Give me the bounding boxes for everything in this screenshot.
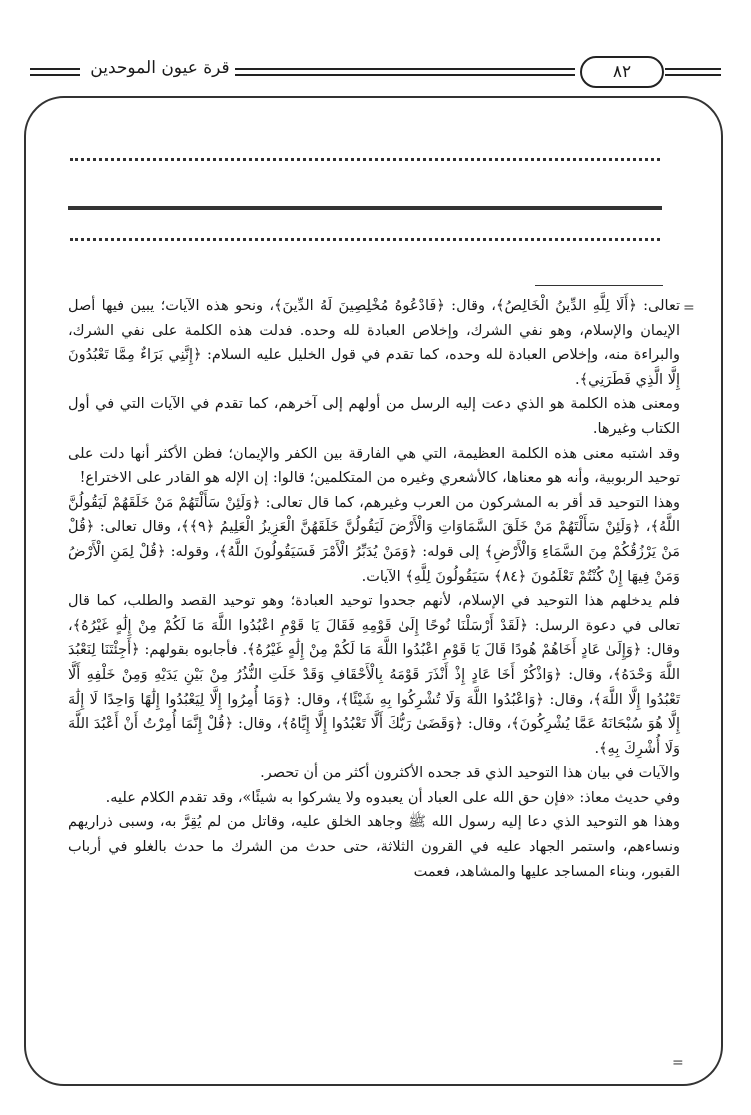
thick-rule	[68, 206, 662, 210]
paragraph: تعالى: ﴿أَلَا لِلَّهِ الدِّينُ الْخَالِصُ﴾، وقال: ﴿فَادْعُوهُ مُخْلِصِينَ لَهُ الدِّينَ﴾، ونحو هذه الآيات؛ يبين فيها أصل الإيمان والإسلام، وهو نفي الشرك، وإخلاص العبادة لله وحده. فدلت هذه الكلمة على نفي الشرك، والبراءة منه، وإخلاص العبادة لله وحده، كما تقدم في قول الخليل عليه السلام: ﴿إِنَّنِي بَرَاءٌ مِمَّا تَعْبُدُونَ إِلَّا الَّذِي فَطَرَنِي﴾.	[68, 298, 680, 388]
paragraph: ومعنى هذه الكلمة هو الذي دعت إليه الرسل من أولهم إلى آخرهم، كما تقدم في الآيات التي في أول الكتاب وغيرها.	[68, 396, 680, 437]
footnote-body	[68, 294, 680, 884]
header-double-rule-right	[665, 68, 721, 76]
footnote-continuation-mark: =	[683, 300, 695, 316]
end-continuation-mark: =	[672, 1055, 684, 1071]
paragraph: والآيات في بيان هذا التوحيد الذي قد جحده الأكثرون أكثر من أن تحصر.	[260, 765, 680, 782]
paragraph: وقد اشتبه معنى هذه الكلمة العظيمة، التي هي الفارقة بين الكفر والإيمان؛ فظن الأكثر أنها دلت على توحيد الربوبية، وأنه هو معناها، كالأشعري وغيره من المتكلمين؛ قالوا: إن الإله هو القادر على الاختراع!	[68, 445, 680, 487]
dotted-separator-top	[70, 158, 660, 165]
footnote-rule	[535, 285, 663, 286]
paragraph: وهذا التوحيد قد أقر به المشركون من العرب وغيرهم، كما قال تعالى: ﴿وَلَئِنْ سَأَلْتَهُمْ مَنْ خَلَقَهُمْ لَيَقُولُنَّ اللَّهُ﴾، ﴿وَلَئِنْ سَأَلْتَهُمْ مَنْ خَلَقَ السَّمَاوَاتِ وَالْأَرْضَ لَيَقُولُنَّ خَلَقَهُنَّ الْعَزِيزُ الْعَلِيمُ ﴿٩﴾﴾، وقال تعالى: ﴿قُلْ مَنْ يَرْزُقُكُمْ مِنَ السَّمَاءِ وَالْأَرْضِ﴾ إلى قوله: ﴿وَمَنْ يُدَبِّرُ الْأَمْرَ فَسَيَقُولُونَ اللَّهُ﴾، وقوله: ﴿قُلْ لِمَنِ الْأَرْضُ وَمَنْ فِيهَا إِنْ كُنْتُمْ تَعْلَمُونَ ﴿٨٤﴾ سَيَقُولُونَ لِلَّهِ﴾ الآيات.	[68, 494, 680, 585]
paragraph: وفي حديث معاذ: «فإن حق الله على العباد أن يعبدوه ولا يشركوا به شيئًا»، وقد تقدم الكلام عليه.	[105, 789, 680, 806]
header-double-rule-middle	[235, 68, 575, 76]
paragraph: فلم يدخلهم هذا التوحيد في الإسلام، لأنهم جحدوا توحيد العبادة؛ وهو توحيد القصد والطلب، كما قال تعالى في دعوة الرسل: ﴿لَقَدْ أَرْسَلْنَا نُوحًا إِلَىٰ قَوْمِهِ فَقَالَ يَا قَوْمِ اعْبُدُوا اللَّهَ مَا لَكُمْ مِنْ إِلَٰهٍ غَيْرُهُ﴾، وقال: ﴿وَإِلَىٰ عَادٍ أَخَاهُمْ هُودًا قَالَ يَا قَوْمِ اعْبُدُوا اللَّهَ مَا لَكُمْ مِنْ إِلَٰهٍ غَيْرُهُ﴾. فأجابوه بقولهم: ﴿أَجِئْتَنَا لِنَعْبُدَ اللَّهَ وَحْدَهُ﴾، وقال: ﴿وَاذْكُرْ أَخَا عَادٍ إِذْ أَنْذَرَ قَوْمَهُ بِالْأَحْقَافِ وَقَدْ خَلَتِ النُّذُرُ مِنْ بَيْنِ يَدَيْهِ وَمِنْ خَلْفِهِ أَلَّا تَعْبُدُوا إِلَّا اللَّهَ﴾، وقال: ﴿وَاعْبُدُوا اللَّهَ وَلَا تُشْرِكُوا بِهِ شَيْئًا﴾، وقال: ﴿وَمَا أُمِرُوا إِلَّا لِيَعْبُدُوا إِلَٰهًا وَاحِدًا لَا إِلَٰهَ إِلَّا هُوَ سُبْحَانَهُ عَمَّا يُشْرِكُونَ﴾، وقال: ﴿وَقَضَىٰ رَبُّكَ أَلَّا تَعْبُدُوا إِلَّا إِيَّاهُ﴾، وقال: ﴿قُلْ إِنَّمَا أُمِرْتُ أَنْ أَعْبُدَ اللَّهَ وَلَا أُشْرِكَ بِهِ﴾.	[68, 593, 680, 757]
book-title: قرة عيون الموحدين	[90, 58, 230, 78]
paragraph: وهذا هو التوحيد الذي دعا إليه رسول الله ﷺ وجاهد الخلق عليه، وقاتل من لم يُقِرَّ به، وسبى ذراريهم ونساءهم، واستمر الجهاد عليه في القرون الثلاثة، حتى حدث من الشرك ما حدث بالغلو في أرباب القبور، وبناء المساجد عليها والمشاهد، فعمت	[68, 814, 680, 880]
header-double-rule-left	[30, 68, 80, 76]
dotted-separator-bottom	[70, 238, 660, 245]
page-number: ٨٢	[580, 56, 664, 88]
page-header	[0, 0, 751, 100]
